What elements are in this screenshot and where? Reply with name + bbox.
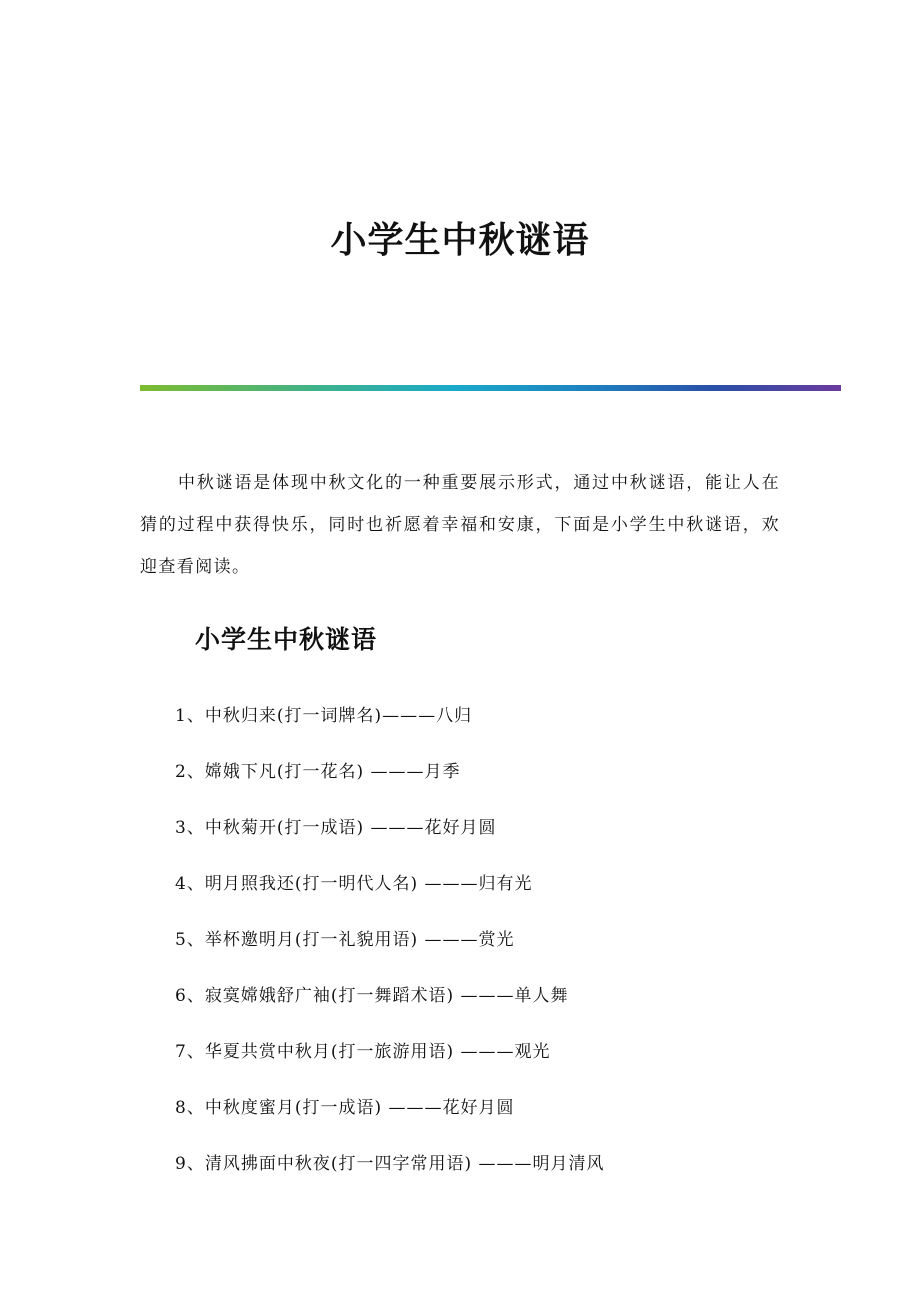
- riddle-item: 3、中秋菊开(打一成语) ———花好月圆: [175, 818, 497, 838]
- riddle-item: 6、寂寞嫦娥舒广袖(打一舞蹈术语) ———单人舞: [175, 986, 569, 1006]
- riddle-list: [175, 694, 815, 1198]
- section-heading: 小学生中秋谜语: [195, 625, 378, 654]
- riddle-item: 8、中秋度蜜月(打一成语) ———花好月圆: [175, 1098, 515, 1118]
- document-title: 小学生中秋谜语: [330, 219, 590, 261]
- riddle-item: 9、清风拂面中秋夜(打一四字常用语) ———明月清风: [175, 1154, 605, 1174]
- riddle-item: 1、中秋归来(打一词牌名)———八归: [175, 706, 473, 726]
- intro-paragraph: 中秋谜语是体现中秋文化的一种重要展示形式，通过中秋谜语，能让人在猜的过程中获得快乐，同时也祈愿着幸福和安康，下面是小学生中秋谜语，欢迎查看阅读。: [140, 473, 780, 577]
- riddle-item: 7、华夏共赏中秋月(打一旅游用语) ———观光: [175, 1042, 551, 1062]
- riddle-item: 2、嫦娥下凡(打一花名) ———月季: [175, 762, 461, 782]
- title-divider: [140, 385, 841, 391]
- riddle-item: 5、举杯邀明月(打一礼貌用语) ———赏光: [175, 930, 515, 950]
- riddle-item: 4、明月照我还(打一明代人名) ———归有光: [175, 874, 533, 894]
